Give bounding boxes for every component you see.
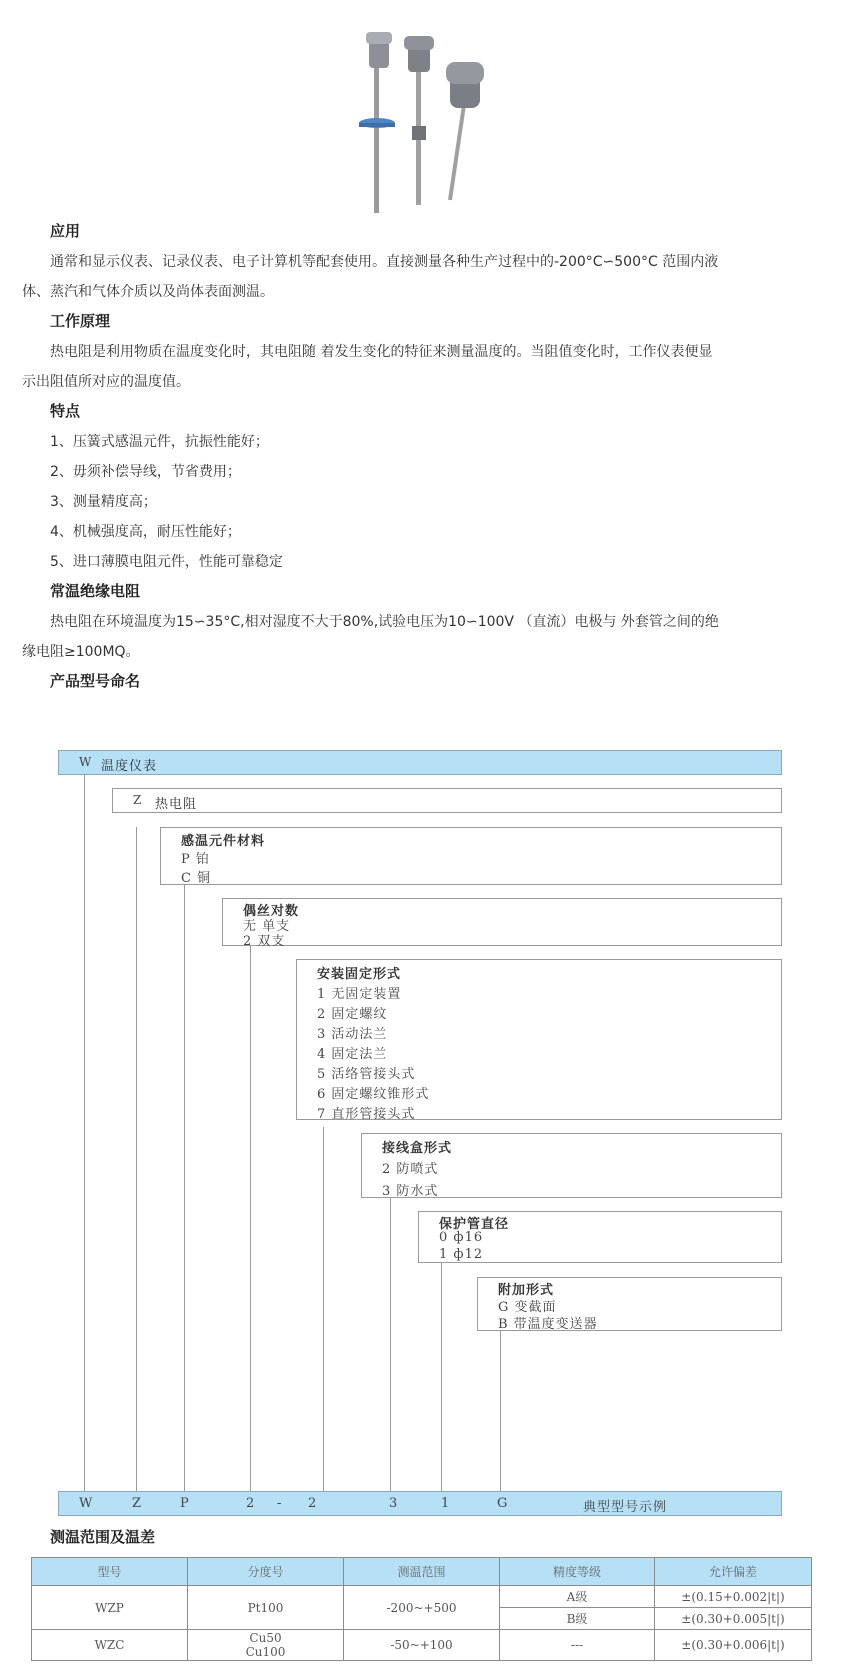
connector-line-z	[136, 827, 137, 1491]
cell-model: WZC	[32, 1630, 188, 1661]
cell-range: -200~+500	[344, 1586, 500, 1630]
extra-option: B 带温度变送器	[498, 1317, 598, 1332]
feature-item: 2、毋须补偿导线，节省费用；	[50, 464, 241, 480]
cell-grade: A级	[500, 1586, 655, 1608]
heading-features: 特点	[50, 402, 81, 420]
connector-line-junction	[390, 1198, 391, 1491]
example-code-couple: 2	[246, 1496, 256, 1511]
example-code-extra: G	[497, 1496, 509, 1511]
header-model: 型号	[32, 1558, 188, 1586]
cell-grade: B级	[500, 1608, 655, 1630]
box-junction-form	[361, 1133, 782, 1198]
feature-item: 3、测量精度高；	[50, 494, 157, 510]
principle-text-line-2: 示出阻值所对应的温度值。	[22, 374, 190, 390]
heading-naming: 产品型号命名	[50, 672, 141, 690]
graduation-line: Cu50	[249, 1631, 282, 1645]
feature-item: 1、压簧式感温元件，抗振性能好；	[50, 434, 269, 450]
junction-option: 3 防水式	[382, 1184, 439, 1199]
product-image	[350, 10, 500, 220]
install-option: 2 固定螺纹	[317, 1007, 388, 1022]
w-code: W	[79, 755, 93, 769]
install-option: 4 固定法兰	[317, 1047, 388, 1062]
typical-model-example-bar	[58, 1491, 782, 1516]
couple-option: 无 单支	[243, 919, 291, 934]
install-title: 安装固定形式	[317, 967, 402, 982]
header-graduation: 分度号	[188, 1558, 344, 1586]
table-row	[32, 1630, 812, 1661]
insulation-text-line-2: 缘电阻≥100MQ。	[22, 644, 140, 660]
material-title: 感温元件材料	[181, 834, 266, 849]
example-code-z: Z	[132, 1496, 143, 1511]
protect-title: 保护管直径	[439, 1217, 510, 1232]
junction-title: 接线盒形式	[382, 1141, 453, 1156]
material-option: P 铂	[181, 852, 210, 867]
w-label: 温度仪表	[101, 759, 158, 774]
example-code-p: P	[180, 1496, 190, 1511]
graduation-line: Cu100	[245, 1645, 286, 1659]
thermometer-sensors-icon	[350, 10, 500, 220]
heading-application: 应用	[50, 222, 81, 240]
install-option: 1 无固定装置	[317, 987, 402, 1002]
principle-text-line-1: 热电阻是利用物质在温度变化时，其电阻随 着发生变化的特征来测量温度的。当阻值变化时，工作仪表便显	[50, 344, 713, 360]
cell-range: -50~+100	[344, 1630, 500, 1661]
cell-tolerance: ±(0.30+0.005|t|)	[655, 1608, 812, 1630]
box-sensing-material	[160, 827, 782, 885]
cell-graduation: Pt100	[188, 1586, 344, 1630]
example-label: 典型型号示例	[583, 1500, 668, 1515]
couple-title: 偶丝对数	[243, 904, 300, 919]
cell-tolerance: ±(0.15+0.002|t|)	[655, 1586, 812, 1608]
connector-line-couple	[250, 946, 251, 1491]
z-code: Z	[133, 793, 143, 807]
junction-option: 2 防喷式	[382, 1162, 439, 1177]
connector-line-protect	[441, 1263, 442, 1491]
z-label: 热电阻	[155, 797, 198, 812]
connector-line-install	[323, 1127, 324, 1491]
header-grade: 精度等级	[500, 1558, 655, 1586]
heading-insulation: 常温绝缘电阻	[50, 582, 141, 600]
insulation-text-line-1: 热电阻在环境温度为15∽35°C,相对湿度不大于80%,试验电压为10∽100V （直流）电极与 外套管之间的绝	[50, 614, 719, 630]
connector-line-extra	[500, 1331, 501, 1491]
application-text-line-1: 通常和显示仪表、记录仪表、电子计算机等配套使用。直接测量各种生产过程中的-200°C∽500°C 范围内液	[50, 254, 719, 270]
heading-principle: 工作原理	[50, 312, 111, 330]
install-option: 6 固定螺纹锥形式	[317, 1087, 430, 1102]
box-install-form	[296, 959, 782, 1120]
couple-option: 2 双支	[243, 934, 286, 949]
example-code-dash: -	[277, 1496, 283, 1511]
feature-item: 4、机械强度高，耐压性能好；	[50, 524, 241, 540]
box-w-temperature-instrument	[58, 750, 782, 775]
example-code-junction: 3	[389, 1496, 399, 1511]
temperature-range-table	[31, 1557, 812, 1661]
heading-range: 测温范围及温差	[50, 1528, 156, 1546]
box-couple-pairs	[222, 898, 782, 949]
header-range: 测温范围	[344, 1558, 500, 1586]
cell-grade: ---	[500, 1630, 655, 1661]
feature-item: 5、进口薄膜电阻元件，性能可靠稳定	[50, 554, 283, 570]
protect-option: 1 ф12	[439, 1247, 484, 1262]
example-code-install: 2	[308, 1496, 318, 1511]
connector-line-material	[184, 885, 185, 1491]
box-additional-form	[477, 1277, 782, 1331]
protect-option: 0 ф16	[439, 1230, 484, 1245]
application-text-line-2: 体、蒸汽和气体介质以及尚体表面测温。	[22, 284, 274, 300]
extra-title: 附加形式	[498, 1283, 555, 1298]
table-header-row	[32, 1558, 812, 1586]
install-option: 7 直形管接头式	[317, 1107, 416, 1122]
box-protection-tube-diameter	[418, 1211, 782, 1263]
example-code-protect: 1	[441, 1496, 451, 1511]
connector-line-w	[84, 775, 85, 1491]
cell-graduation	[188, 1630, 344, 1661]
box-z-thermal-resistance	[112, 788, 782, 813]
example-code-w: W	[79, 1496, 94, 1511]
cell-tolerance: ±(0.30+0.006|t|)	[655, 1630, 812, 1661]
extra-option: G 变截面	[498, 1300, 557, 1315]
cell-model: WZP	[32, 1586, 188, 1630]
material-option: C 铜	[181, 871, 212, 886]
header-tolerance: 允许偏差	[655, 1558, 812, 1586]
install-option: 3 活动法兰	[317, 1027, 388, 1042]
install-option: 5 活络管接头式	[317, 1067, 416, 1082]
table-row	[32, 1586, 812, 1608]
